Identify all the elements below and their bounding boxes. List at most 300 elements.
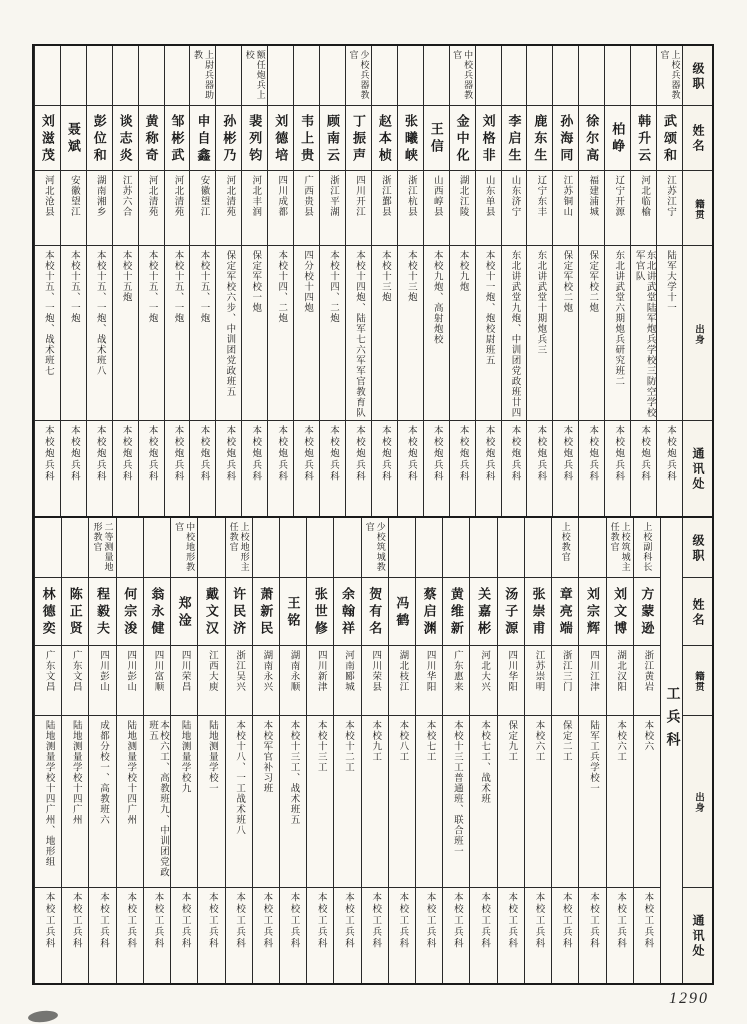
person-name: 黄维新: [448, 587, 464, 638]
rank-cell: [242, 46, 267, 106]
address-text: 本校炮兵科: [146, 425, 157, 483]
origin-cell: [346, 246, 371, 421]
native-place-text: 四川新津: [315, 650, 326, 692]
address-cell: [362, 888, 388, 983]
rank-cell: [552, 518, 578, 578]
address-text: 本校炮兵科: [535, 425, 546, 483]
rank-cell: [527, 46, 552, 106]
rank-cell: [579, 518, 605, 578]
origin-cell: [525, 716, 551, 888]
person-column: [61, 518, 88, 983]
address-text: 本校炮兵科: [120, 425, 131, 483]
address-text: 本校工兵科: [179, 892, 190, 950]
person-column: [526, 46, 552, 516]
row-header-address: [683, 888, 712, 983]
origin-text: 陆地测量学校十四广州、地形组: [43, 720, 54, 867]
native-place-text: 广西贵县: [302, 175, 313, 217]
name-cell: [334, 578, 360, 646]
address-cell: [280, 888, 306, 983]
person-column: [333, 518, 360, 983]
origin-cell: [61, 246, 86, 421]
address-cell: [553, 421, 578, 516]
native-place-text: 山西崞县: [431, 175, 442, 217]
native-place-cell: [389, 646, 415, 716]
name-cell: [171, 578, 197, 646]
origin-text: 保定二工: [560, 720, 571, 762]
origin-text: 陆地测量学校十四广州: [125, 720, 136, 825]
origin-text: 本校七工、战术班: [479, 720, 490, 804]
origin-text: 本校九工: [370, 720, 381, 762]
native-place-cell: [87, 171, 112, 246]
name-cell: [362, 578, 388, 646]
person-name: 彭位和: [91, 113, 107, 165]
native-place-cell: [470, 646, 496, 716]
origin-cell: [190, 246, 215, 421]
origin-text: 本校十五炮: [120, 250, 131, 303]
name-cell: [552, 578, 578, 646]
name-cell: [579, 578, 605, 646]
name-cell: [35, 106, 60, 171]
address-text: 本校炮兵科: [68, 425, 79, 483]
person-column: [442, 518, 469, 983]
native-place-cell: [525, 646, 551, 716]
origin-cell: [268, 246, 293, 421]
native-place-cell: [424, 171, 449, 246]
person-name: 刘滋茂: [39, 113, 55, 165]
address-cell: [198, 888, 224, 983]
name-cell: [346, 106, 371, 171]
address-text: 本校工兵科: [451, 892, 462, 950]
address-text: 本校炮兵科: [613, 425, 624, 483]
native-place-text: 辽宁开源: [613, 175, 624, 217]
person-name: 李启生: [506, 113, 522, 165]
person-column: [34, 518, 61, 983]
rank-cell: [139, 46, 164, 106]
address-cell: [579, 421, 604, 516]
address-cell: [62, 888, 88, 983]
rank-text: 上校教官: [560, 522, 571, 562]
native-place-cell: [139, 171, 164, 246]
address-cell: [579, 888, 605, 983]
rank-text: 少校兵器教官: [348, 50, 370, 100]
address-cell: [334, 888, 360, 983]
address-text: 本校工兵科: [98, 892, 109, 950]
origin-cell: [398, 246, 423, 421]
artillery-roster-table: [34, 46, 712, 518]
person-name: 柏峥: [610, 122, 626, 156]
person-name: 贺有名: [367, 587, 383, 638]
rank-cell: [226, 518, 252, 578]
person-column: [397, 46, 423, 516]
native-place-text: 山东单县: [483, 175, 494, 217]
origin-text: 本校十四炮、陆军七六军军官教育队: [353, 250, 364, 418]
address-cell: [525, 888, 551, 983]
person-column: [633, 518, 660, 983]
origin-cell: [553, 246, 578, 421]
rank-cell: [416, 518, 442, 578]
origin-text: 本校六工: [533, 720, 544, 762]
address-cell: [242, 421, 267, 516]
native-place-cell: [35, 171, 60, 246]
person-column: [306, 518, 333, 983]
address-cell: [346, 421, 371, 516]
rank-cell: [372, 46, 397, 106]
address-cell: [87, 421, 112, 516]
person-column: [371, 46, 397, 516]
row-header-address: [683, 421, 712, 516]
rank-text: 少校筑城教官: [364, 522, 386, 572]
address-text: 本校工兵科: [424, 892, 435, 950]
native-place-cell: [552, 646, 578, 716]
native-place-cell: [242, 171, 267, 246]
person-column: [497, 518, 524, 983]
row-header-origin: [683, 246, 712, 421]
origin-text: 陆军大学十一: [665, 250, 676, 313]
person-column: [578, 46, 604, 516]
rank-cell: [294, 46, 319, 106]
rank-cell: [657, 46, 682, 106]
origin-cell: [226, 716, 252, 888]
origin-text: 本校十五、一炮、战术班八: [94, 250, 105, 376]
address-cell: [470, 888, 496, 983]
rank-cell: [389, 518, 415, 578]
address-text: 本校工兵科: [615, 892, 626, 950]
rank-cell: [144, 518, 170, 578]
native-place-cell: [198, 646, 224, 716]
native-place-text: 四川荣昌: [179, 650, 190, 692]
address-text: 本校炮兵科: [328, 425, 339, 483]
address-cell: [607, 888, 633, 983]
name-cell: [389, 578, 415, 646]
row-header-rank: [683, 46, 712, 106]
origin-text: 保定军校二炮: [561, 250, 572, 313]
name-cell: [144, 578, 170, 646]
person-column: [423, 46, 449, 516]
origin-cell: [502, 246, 527, 421]
native-place-cell: [502, 171, 527, 246]
native-place-text: 江苏崇明: [533, 650, 544, 692]
row-header-name-label: 姓名: [691, 124, 705, 154]
rank-cell: [443, 518, 469, 578]
person-name: 韦上贵: [299, 113, 315, 165]
rank-cell: [424, 46, 449, 106]
row-header-rank-label: 级职: [691, 533, 705, 564]
origin-text: 本校七工: [424, 720, 435, 762]
native-place-cell: [476, 171, 501, 246]
address-cell: [216, 421, 241, 516]
name-cell: [242, 106, 267, 171]
name-cell: [502, 106, 527, 171]
rank-cell: [165, 46, 190, 106]
origin-cell: [372, 246, 397, 421]
address-cell: [657, 421, 682, 516]
rank-cell: [498, 518, 524, 578]
person-name: 何宗浚: [122, 587, 138, 638]
person-column: [241, 46, 267, 516]
person-column: [197, 518, 224, 983]
person-name: 丁振声: [350, 113, 366, 165]
native-place-text: 湖南永顺: [288, 650, 299, 692]
native-place-text: 四川彭山: [98, 650, 109, 692]
rank-cell: [62, 518, 88, 578]
origin-cell: [657, 246, 682, 421]
name-cell: [443, 578, 469, 646]
rank-cell: [398, 46, 423, 106]
rank-cell: [553, 46, 578, 106]
name-cell: [190, 106, 215, 171]
person-column: [225, 518, 252, 983]
ink-smudge: [28, 1009, 59, 1023]
address-text: 本校炮兵科: [587, 425, 598, 483]
rank-cell: [525, 518, 551, 578]
origin-cell: [320, 246, 345, 421]
name-cell: [307, 578, 333, 646]
native-place-text: 安徽望江: [198, 175, 209, 217]
rank-cell: [450, 46, 475, 106]
section-label-engineer-corps: 工兵科: [664, 686, 680, 755]
row-header-column: [682, 518, 712, 983]
person-column: [552, 46, 578, 516]
address-text: 本校炮兵科: [224, 425, 235, 483]
origin-cell: [579, 246, 604, 421]
native-place-text: 四川富顺: [152, 650, 163, 692]
person-column: [116, 518, 143, 983]
origin-text: 东北讲武堂九炮、中训团党政班廿四: [509, 250, 520, 418]
native-place-cell: [165, 171, 190, 246]
address-text: 本校炮兵科: [172, 425, 183, 483]
person-name: 赵本桢: [376, 113, 392, 165]
person-name: 王信: [428, 122, 444, 156]
native-place-cell: [579, 646, 605, 716]
person-column: [606, 518, 633, 983]
name-cell: [113, 106, 138, 171]
origin-cell: [139, 246, 164, 421]
native-place-text: 山东济宁: [509, 175, 520, 217]
address-cell: [443, 888, 469, 983]
native-place-text: 河北丰润: [250, 175, 261, 217]
name-cell: [268, 106, 293, 171]
address-text: 本校工兵科: [70, 892, 81, 950]
origin-text: 本校十三工、战术班五: [288, 720, 299, 825]
origin-text: 本校十一炮、炮校尉班五: [483, 250, 494, 366]
native-place-cell: [113, 171, 138, 246]
person-name: 王铭: [285, 595, 301, 630]
origin-cell: [117, 716, 143, 888]
origin-text: 本校十二工: [342, 720, 353, 773]
native-place-cell: [607, 646, 633, 716]
row-header-rank: [683, 518, 712, 578]
origin-cell: [216, 246, 241, 421]
origin-text: 成都分校一、高教班六: [98, 720, 109, 825]
address-cell: [139, 421, 164, 516]
person-name: 翁永健: [149, 587, 165, 638]
person-name: 刘宗辉: [584, 587, 600, 638]
origin-text: 东北讲武堂六期炮兵研究班二: [613, 250, 624, 387]
native-place-text: 河北清苑: [224, 175, 235, 217]
origin-text: 本校十三工普通班、联合班一: [451, 720, 462, 857]
address-text: 本校工兵科: [397, 892, 408, 950]
address-text: 本校工兵科: [479, 892, 490, 950]
address-text: 本校炮兵科: [639, 425, 650, 483]
rank-cell: [605, 46, 630, 106]
origin-text: 保定军校一炮: [250, 250, 261, 313]
address-cell: [498, 888, 524, 983]
address-text: 本校工兵科: [152, 892, 163, 950]
origin-cell: [552, 716, 578, 888]
person-name: 申自鑫: [195, 113, 211, 165]
origin-cell: [631, 246, 656, 421]
native-place-text: 河北沧县: [42, 175, 53, 217]
rank-cell: [307, 518, 333, 578]
name-cell: [87, 106, 112, 171]
row-header-name: [683, 578, 712, 646]
address-cell: [144, 888, 170, 983]
origin-cell: [416, 716, 442, 888]
name-cell: [61, 106, 86, 171]
origin-cell: [253, 716, 279, 888]
address-cell: [89, 888, 115, 983]
address-cell: [307, 888, 333, 983]
name-cell: [579, 106, 604, 171]
rank-cell: [198, 518, 224, 578]
row-header-name: [683, 106, 712, 171]
origin-text: 东北讲武堂陆军炮兵学校三防空学校军官队: [633, 250, 655, 418]
native-place-text: 浙江黄岩: [642, 650, 653, 692]
name-cell: [657, 106, 682, 171]
origin-cell: [165, 246, 190, 421]
address-text: 本校炮兵科: [405, 425, 416, 483]
person-column: [267, 46, 293, 516]
name-cell: [607, 578, 633, 646]
native-place-text: 四川开江: [353, 175, 364, 217]
person-name: 戴文汉: [203, 587, 219, 638]
origin-text: 本校十五、一炮: [198, 250, 209, 324]
rank-cell: [61, 46, 86, 106]
rank-text: 额任炮兵上校: [244, 50, 266, 100]
person-column: [88, 518, 115, 983]
person-name: 余翰祥: [339, 587, 355, 638]
origin-cell: [470, 716, 496, 888]
origin-text: 陆地测量学校一: [206, 720, 217, 794]
native-place-text: 浙江平湖: [328, 175, 339, 217]
rank-cell: [89, 518, 115, 578]
rank-text: 上校兵器教官: [659, 50, 681, 100]
native-place-cell: [605, 171, 630, 246]
native-place-text: 湖南湘乡: [94, 175, 105, 217]
origin-cell: [280, 716, 306, 888]
rank-cell: [113, 46, 138, 106]
person-column: [578, 518, 605, 983]
person-column: [170, 518, 197, 983]
origin-cell: [144, 716, 170, 888]
person-column: [551, 518, 578, 983]
rank-cell: [631, 46, 656, 106]
person-name: 邹彬武: [169, 113, 185, 165]
name-cell: [117, 578, 143, 646]
person-name: 蔡启渊: [421, 587, 437, 638]
name-cell: [226, 578, 252, 646]
rank-text: 上尉兵器助教: [192, 50, 214, 100]
origin-text: 本校十五、一炮: [172, 250, 183, 324]
rank-text: 上校副科长: [642, 522, 653, 572]
address-cell: [294, 421, 319, 516]
origin-text: 本校十四、二炮: [328, 250, 339, 324]
native-place-cell: [216, 171, 241, 246]
native-place-cell: [334, 646, 360, 716]
name-cell: [553, 106, 578, 171]
native-place-cell: [634, 646, 660, 716]
person-column: [138, 46, 164, 516]
page-number: 1290: [669, 990, 709, 1007]
native-place-cell: [398, 171, 423, 246]
person-name: 方蒙逊: [639, 587, 655, 638]
native-place-text: 四川彭山: [125, 650, 136, 692]
address-cell: [476, 421, 501, 516]
name-cell: [320, 106, 345, 171]
native-place-text: 河北清苑: [146, 175, 157, 217]
origin-text: 本校十三工: [315, 720, 326, 773]
native-place-text: 湖南永兴: [261, 650, 272, 692]
person-name: 萧新民: [258, 587, 274, 638]
address-text: 本校工兵科: [288, 892, 299, 950]
rank-text: 上校地形主任教官: [228, 522, 250, 572]
origin-text: 陆军工兵学校一: [587, 720, 598, 794]
native-place-text: 浙江杭县: [405, 175, 416, 217]
name-cell: [527, 106, 552, 171]
native-place-cell: [346, 171, 371, 246]
person-name: 许民济: [231, 587, 247, 638]
origin-cell: [443, 716, 469, 888]
origin-text: 东北讲武堂十期炮兵三: [535, 250, 546, 355]
name-cell: [62, 578, 88, 646]
person-name: 武颂和: [662, 113, 678, 165]
rank-text: 上校筑城主任教官: [609, 522, 631, 572]
address-text: 本校炮兵科: [483, 425, 494, 483]
person-name: 刘德培: [273, 113, 289, 165]
origin-cell: [294, 246, 319, 421]
origin-cell: [87, 246, 112, 421]
origin-cell: [242, 246, 267, 421]
address-text: 本校工兵科: [261, 892, 272, 950]
name-cell: [498, 578, 524, 646]
origin-text: 本校十三炮: [405, 250, 416, 303]
address-text: 本校工兵科: [315, 892, 326, 950]
origin-cell: [171, 716, 197, 888]
row-header-native: [683, 171, 712, 246]
rank-cell: [35, 518, 61, 578]
origin-text: 本校十五、一炮、战术班七: [42, 250, 53, 376]
native-place-text: 河北清苑: [172, 175, 183, 217]
native-place-text: 江西大庾: [206, 650, 217, 692]
name-cell: [634, 578, 660, 646]
origin-text: 本校十四、二炮: [276, 250, 287, 324]
rank-cell: [502, 46, 527, 106]
origin-cell: [634, 716, 660, 888]
address-text: 本校炮兵科: [250, 425, 261, 483]
person-column: [388, 518, 415, 983]
name-cell: [216, 106, 241, 171]
origin-text: 本校六: [642, 720, 653, 752]
address-cell: [35, 421, 60, 516]
person-name: 林德奕: [40, 587, 56, 638]
person-name: 刘文博: [612, 587, 628, 638]
address-cell: [35, 888, 61, 983]
address-cell: [268, 421, 293, 516]
native-place-text: 安徽望江: [68, 175, 79, 217]
rank-cell: [190, 46, 215, 106]
name-cell: [253, 578, 279, 646]
row-header-native-label: 籍贯: [693, 198, 703, 220]
